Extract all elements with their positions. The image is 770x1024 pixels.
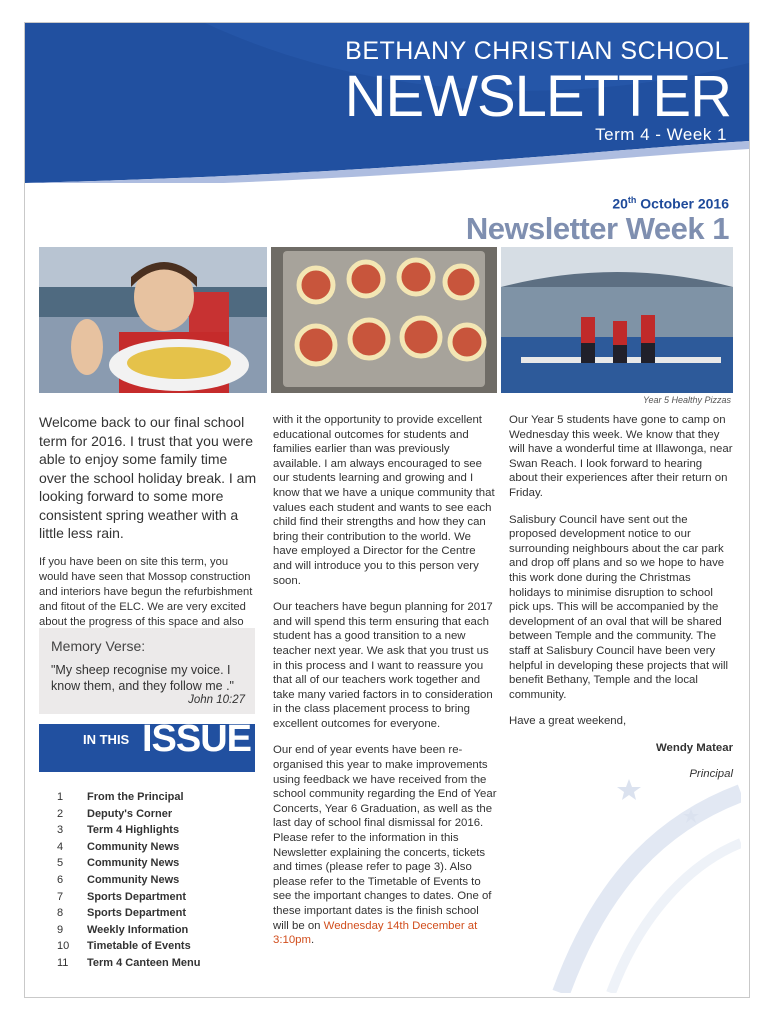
column-2-paragraph-2: Our teachers have begun planning for 2017 and will spend this term ensuring that each student has a good transition to a new teacher next year. We ask that you trust us in this process and I want to reassure you that all of our teachers work together and take many varied factors in to consideration in the class placement process to bring excellent outcomes for everyone. [273, 601, 493, 730]
contents-item[interactable]: 5 Community News [57, 857, 180, 870]
contents-list [39, 789, 255, 972]
contents-item[interactable]: 6 Community News [57, 873, 180, 886]
signature-name: Wendy Matear [655, 741, 733, 754]
memory-verse-reference: John 10:27 [188, 694, 245, 706]
contents-item[interactable]: 2 Deputy's Corner [57, 807, 173, 820]
memory-verse-text: "My sheep recognise my voice. I know them, and they follow me ." [51, 663, 234, 693]
contents-item[interactable]: 9 Weekly Information [57, 923, 189, 936]
contents-item[interactable]: 8 Sports Department [57, 907, 187, 920]
in-this-label: IN THIS [83, 732, 130, 747]
column-3-paragraph-2: Salisbury Council have sent out the proposed development notice to our surrounding neighbours about the car park and drop off plans and so we hope to have this work done during the Christmas holidays to minimise disruption to school pick ups. This will be accompanied by the development of an oval that will be shared between Temple and the community. The staff at Salisbury Council have been very helpful in developing these projects that will benefit Bethany, Temple and the local community. [509, 513, 729, 701]
issue-date: 20th October 2016 [612, 195, 729, 212]
column-3 [509, 413, 733, 794]
newsletter-title: NEWSLETTER [344, 64, 731, 129]
elc-paragraph: If you have been on site this term, you would have seen that Mossop construction and interiors have begun the refurbishment and fitout of the ELC. We are very excited about the progress of this space and also [39, 555, 253, 628]
student-holding-pizza-photo [39, 247, 267, 393]
photo-caption: Year 5 Healthy Pizzas [642, 395, 731, 405]
newsletter-page [24, 22, 750, 998]
column-2 [273, 413, 497, 960]
signature-role: Principal [689, 768, 733, 781]
contents-item[interactable]: 7 Sports Department [57, 890, 187, 903]
school-name: BETHANY CHRISTIAN SCHOOL [345, 37, 729, 65]
column-3-paragraph-3: Have a great weekend, [509, 715, 627, 728]
newsletter-week-heading: Newsletter Week 1 [465, 211, 729, 246]
welcome-intro: Welcome back to our final school term for 2016. I trust that you were able to enjoy some family time over the school holiday break. I am looking forward to some more consistent spring weather with a little less rain. [39, 414, 257, 541]
students-in-gym-photo [501, 247, 733, 393]
column-2-paragraph-3: Our end of year events have been re-organised this year to make improvements using feedback we have received from the school community regarding the End of Year Concerts, Year 6 Graduation, as well as the last day of school final dismissal for 2016. Please refer to the information in this Newsletter explaining the concerts, tickets and times (please refer to page 3). Also please refer to the Timetable of Events to see the important changes to dates. One of these important dates is the finish school will be on Wednesday 14th December at 3:10pm. [273, 744, 497, 947]
column-2-paragraph-1: with it the opportunity to provide excellent educational outcomes for students and families earlier than was previously available. I am always encouraged to see our students learning and growing and I know that we have a unique community that values each student and wants to see each child find their strengths and how they can bring their contribution to the world. We have employed a Director for the Centre and will introduce you to this person very soon. [273, 414, 495, 587]
contents-item[interactable]: 4 Community News [57, 840, 180, 853]
column-3-paragraph-1: Our Year 5 students have gone to camp on Wednesday this week. We know that they will have a wonderful time at Illawonga, near Swan Reach. I look forward to hearing about their experiences after their return on Friday. [509, 414, 733, 499]
contents-item[interactable]: 1 From the Principal [57, 791, 184, 803]
contents-item[interactable]: 10 Timetable of Events [57, 940, 191, 953]
contents-item[interactable]: 11 Term 4 Canteen Menu [57, 956, 201, 969]
photo-strip [39, 247, 733, 393]
column-1 [39, 413, 257, 643]
memory-verse-title: Memory Verse: [51, 638, 146, 654]
star-swoosh-decoration [541, 763, 741, 993]
in-this-issue-banner [39, 718, 255, 772]
finish-date-highlight: Wednesday 14th December at 3:10pm [273, 919, 478, 947]
pizzas-on-tray-photo [271, 247, 497, 393]
memory-verse-box [39, 628, 255, 714]
issue-label: ISSUE [141, 718, 251, 760]
term-label: Term 4 - Week 1 [595, 125, 727, 144]
header-banner [25, 23, 749, 183]
contents-item[interactable]: 3 Term 4 Highlights [57, 824, 180, 837]
